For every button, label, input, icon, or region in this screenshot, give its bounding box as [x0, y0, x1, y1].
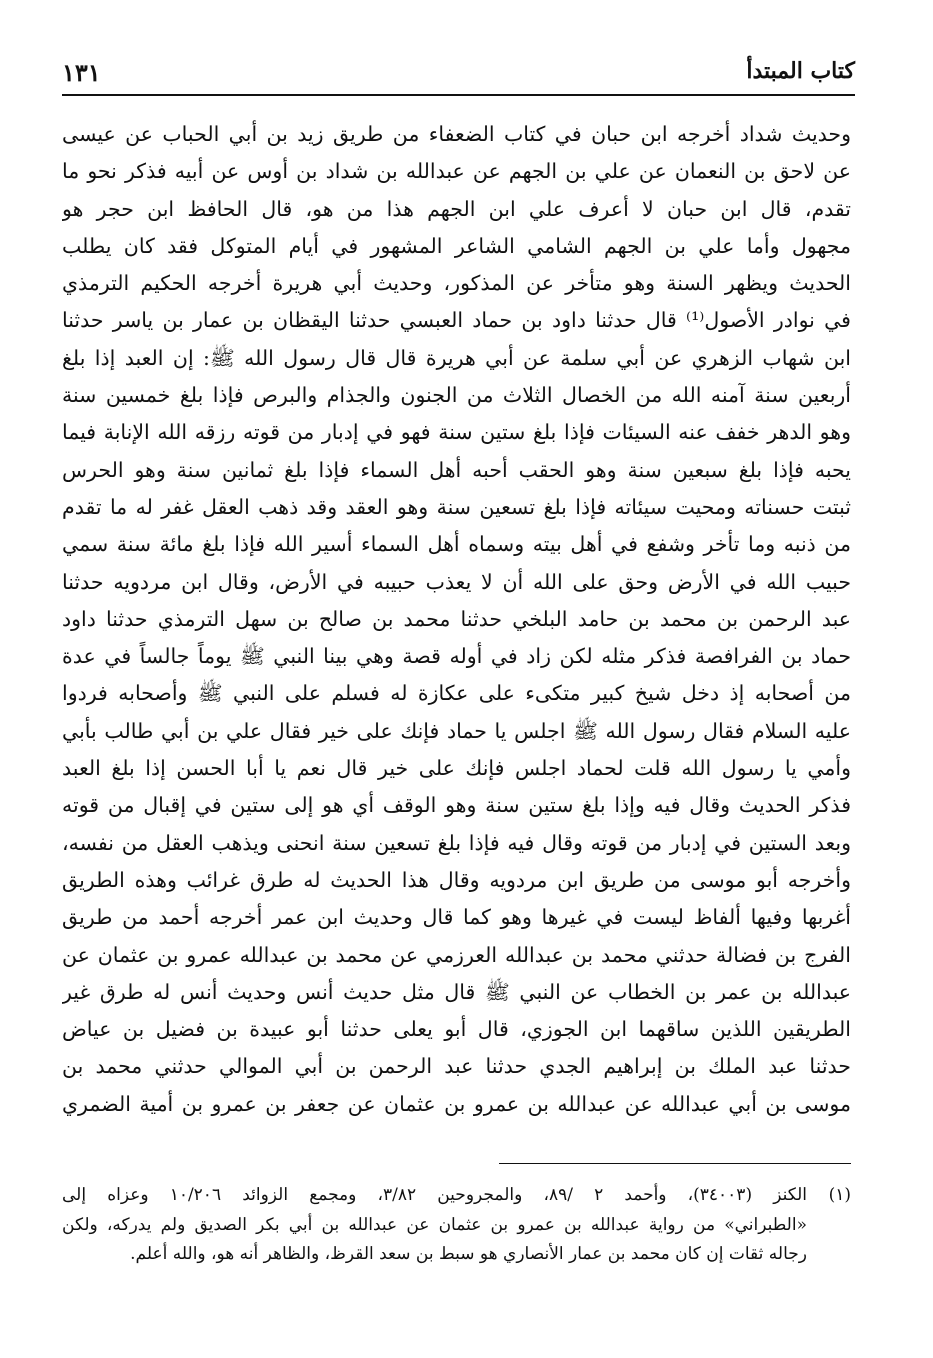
- text-line: مجهول وأما علي بن الجهم الشامي الشاعر المشهور في أيام المتوكل فقد كان يطلب: [62, 233, 851, 258]
- text-line: حبيب الله في الأرض وحق على الله أن لا يعذب حبيبه في الأرض، وقال ابن مردويه حدثنا: [62, 569, 851, 594]
- footnote-line: رجاله ثقات إن كان محمد بن عمار الأنصاري هو سبط بن سعد القرظ، والظاهر أنه هو، والله أعلم.: [130, 1244, 807, 1264]
- text-line: الحديث ويظهر السنة وهو متأخر عن المذكور، وحديث أبي هريرة أخرجه الحكيم الترمذي: [62, 271, 851, 296]
- text-line: حدثنا عبد الملك بن إبراهيم الجدي حدثنا عبد الرحمن بن أبي الموالي حدثني محمد بن: [62, 1054, 851, 1079]
- text-line: عبد الرحمن بن محمد بن حامد البلخي حدثنا محمد بن صالح بن سهل الترمذي حدثنا داود: [62, 606, 851, 631]
- text-line: من أصحابه إذ دخل شيخ كبير متكىء على عكازة له فسلم على النبي ﷺ وأصحابه فردوا: [62, 681, 851, 706]
- text-line: عليه السلام فقال رسول الله ﷺ اجلس يا حماد فإنك على خير فقال علي بن أبي طالب بأبي: [62, 718, 851, 743]
- text-line: يحبه فإذا بلغ سبعين سنة وهو الحقب أحبه أهل السماء فإذا بلغ ثمانين سنة وهو الحرس: [62, 457, 851, 482]
- text-line: وأمي يا رسول الله قلت لحماد اجلس فإنك على خير قال نعم يا أبا الحسن إذا بلغ العبد: [62, 756, 851, 781]
- page-number: ١٣١: [62, 58, 101, 87]
- running-title: كتاب المبتدأ: [746, 58, 855, 84]
- header-divider: [62, 94, 855, 96]
- text-line: حماد بن الفرافصة فذكر مثله لكن زاد في أوله قصة وهي بينا النبي ﷺ يوماً جالساً في عدة: [62, 644, 851, 669]
- text-line: من ذنبه وما تأخر وشفع في أهل بيته وسماه أهل السماء أسير الله فإذا بلغ مائة سنة سمي: [62, 532, 851, 557]
- text-line: ابن شهاب الزهري عن أبي سلمة عن أبي هريرة قال قال رسول الله ﷺ: إن العبد إذا بلغ: [62, 345, 851, 370]
- text-line: وأخرجه أبو موسى من طريق ابن مردويه وقال هذا الحديث له طرق غرائب وهذه الطريق: [62, 867, 851, 892]
- text-line: وهو الدهر خفف عنه السيئات فإذا بلغ ستين سنة فهو في إدبار من قوته رزقه الله الإنابة فيما: [62, 420, 851, 445]
- footnote: [62, 1181, 851, 1270]
- text-line: أربعين سنة آمنه الله من الخصال الثلاث من الجنون والجذام والبرص فإذا بلغ خمسين سنة: [62, 383, 851, 408]
- footnote-line: «الطبراني» من رواية عبدالله بن عمرو بن عثمان عن عبدالله بن أبي بكر الصديق ولم يدركه، ولكن: [62, 1214, 807, 1235]
- text-line: وبعد الستين في إدبار من قوته وقال فيه فإذا بلغ تسعين سنة انحنى ويذهب العقل من نفسه،: [62, 830, 851, 855]
- text-line: وحديث شداد أخرجه ابن حبان في كتاب الضعفاء من طريق زيد بن أبي الحباب عن عيسى: [62, 122, 851, 146]
- text-line: في نوادر الأصول⁽¹⁾ قال حدثنا داود بن حماد العبسي حدثنا اليقظان بن عمار بن ياسر حدثنا: [62, 308, 851, 333]
- main-text: [62, 116, 851, 1123]
- text-line: أغربها وفيها ألفاظ ليست في غيرها وهو كما قال وحديث ابن عمر أخرجه أحمد من طريق: [62, 905, 851, 930]
- text-line: فذكر الحديث وقال فيه وإذا بلغ ستين سنة وهو الوقف أي هو إلى ستين في إقبال من قوته: [62, 793, 851, 818]
- footnotes: [62, 1181, 851, 1270]
- text-line: تقدم، قال ابن حبان لا أعرف علي ابن الجهم هذا من هو، قال الحافظ ابن حجر هو: [62, 196, 851, 221]
- text-line: الطريقين اللذين ساقهما ابن الجوزي، قال أبو يعلى حدثنا أبو عبيدة بن فضيل بن عياض: [62, 1017, 851, 1042]
- text-line: عبدالله بن عمر بن الخطاب عن النبي ﷺ قال مثل حديث أنس وحديث أنس له طرق غير: [62, 979, 851, 1004]
- footnote-marker: (١): [828, 1185, 851, 1205]
- text-line: ثبتت حسناته ومحيت سيئاته فإذا بلغ تسعين سنة وهو العقد وقد ذهب العقل غفر له ما تقدم: [62, 494, 851, 519]
- footnote-text: [62, 1181, 807, 1270]
- text-line: موسى بن أبي عبدالله عن عبدالله بن عمرو بن عثمان عن جعفر بن عمرو بن أمية الضمري: [62, 1091, 851, 1116]
- footnote-line: الكنز (٣٤٠٠٣)، وأحمد ٢ /٨٩، والمجروحين ٣/٨٢، ومجمع الزوائد ١٠/٢٠٦ وعزاه إلى: [62, 1185, 807, 1205]
- text-line: الفرج بن فضالة حدثني محمد بن عبدالله العرزمي عن محمد بن عبدالله عمرو بن عثمان عن: [62, 942, 851, 967]
- page-header: [62, 58, 855, 96]
- footnote-divider: [499, 1163, 851, 1164]
- text-line: عن لاحق بن النعمان عن علي بن الجهم عن عبدالله بن شداد بن أوس عن أبيه فذكر نحو ما: [62, 159, 851, 184]
